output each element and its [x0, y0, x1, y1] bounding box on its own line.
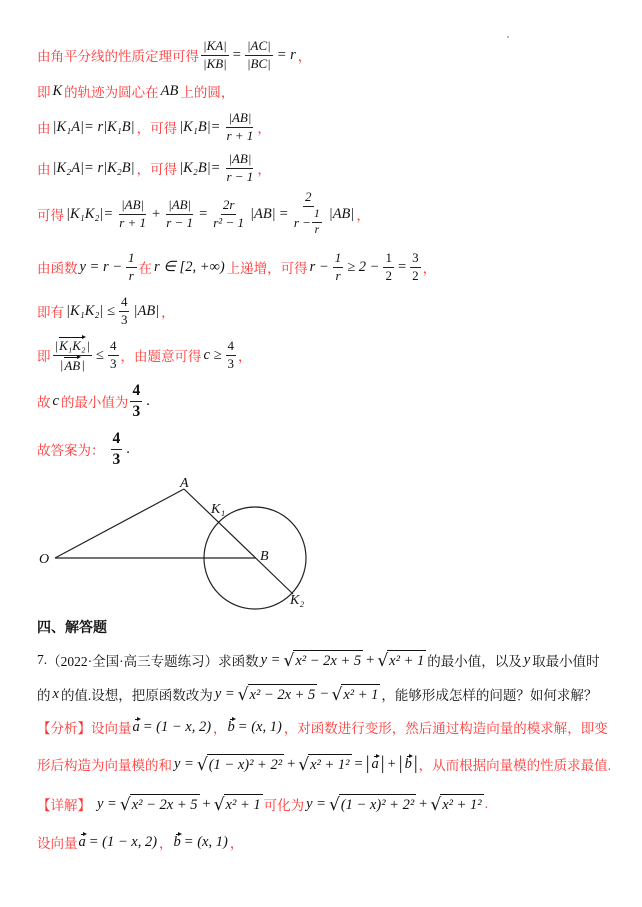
denominator: r + 1 — [119, 214, 147, 230]
square-root — [238, 683, 318, 705]
text: 即 — [37, 349, 51, 364]
vector-ab: AB — [64, 357, 81, 373]
fraction — [211, 198, 246, 231]
math: ≥ 2 − — [347, 258, 380, 275]
radicand: x² + 1 — [224, 794, 263, 815]
square-root — [332, 683, 381, 705]
radicand: x² + 1 — [341, 684, 380, 705]
section-title: 四、解答题 — [37, 620, 107, 636]
solution-line-9 — [37, 379, 152, 423]
vector-a: a — [371, 755, 379, 772]
denominator — [58, 356, 87, 374]
square-root — [377, 649, 426, 671]
vector-a: a — [78, 833, 86, 850]
math: y = — [97, 795, 117, 812]
text: ，可得 — [136, 162, 178, 177]
denominator: r − 1 — [166, 214, 194, 230]
text: ，对函数进行变形，然后通过构造向量的模求解，即变 — [283, 721, 608, 736]
numerator: |AB| — [226, 111, 253, 128]
label-b: B — [260, 549, 269, 564]
math: |AB| — [328, 205, 355, 222]
math: |K₁K₂|= — [66, 205, 114, 222]
numerator: |KA| — [201, 39, 229, 56]
square-root — [120, 793, 200, 815]
fraction — [111, 430, 123, 469]
vector-b: b — [173, 833, 181, 850]
denominator: r — [314, 224, 320, 237]
bar: | — [365, 753, 370, 774]
radical-sign-icon: √ — [237, 685, 249, 705]
square-root — [298, 753, 351, 775]
text: 的最小值为 — [60, 395, 129, 410]
math: K — [52, 82, 63, 99]
text: ，由题意可得 — [120, 349, 202, 364]
math: AB — [160, 82, 179, 99]
numerator: 4 — [119, 295, 130, 312]
denominator: 3 — [112, 450, 121, 468]
nested-fraction — [292, 190, 325, 237]
math: y = — [174, 755, 194, 772]
denominator: r² − 1 — [213, 214, 244, 230]
radicand: (1 − x)² + 2² — [339, 794, 416, 815]
solution-line-6 — [37, 245, 436, 289]
math: |K₁A|= r|K₁B| — [52, 118, 135, 135]
vector-ratio-fraction — [53, 337, 93, 374]
detail-tag: 【详解】 — [37, 798, 91, 813]
numerator: 2 — [303, 190, 314, 207]
math: r − — [309, 258, 329, 275]
punctuation: ， — [213, 721, 227, 736]
label-k1: K₁ — [211, 502, 226, 517]
radical-sign-icon: √ — [119, 795, 131, 815]
solution-line-7 — [37, 289, 175, 333]
fraction — [108, 339, 119, 372]
inner-fraction — [312, 208, 322, 237]
numerator: |AB| — [226, 152, 253, 169]
square-root — [329, 793, 416, 815]
square-root — [197, 753, 284, 775]
denominator: 3 — [120, 311, 128, 327]
denominator: r — [128, 267, 134, 283]
square-root — [283, 649, 363, 671]
label-o: O — [39, 552, 50, 567]
math: |AB| — [133, 302, 160, 319]
punctuation: ， — [257, 121, 271, 136]
radical-sign-icon: √ — [283, 651, 295, 671]
math: = (x, 1) — [237, 718, 282, 735]
numerator: 1 — [126, 251, 137, 268]
operator: + — [366, 651, 375, 668]
numerator: 4 — [130, 382, 142, 402]
fraction — [201, 39, 229, 72]
text: 的最小值，以及 — [427, 654, 522, 669]
problem-source: （2022·全国·高三专题练习） — [47, 654, 219, 669]
numerator: 4 — [108, 339, 119, 356]
geometry-diagram — [30, 470, 320, 620]
math: y = — [260, 651, 281, 668]
math: = (1 − x, 2) — [88, 833, 158, 850]
punctuation: . — [484, 796, 488, 811]
detail-line-2 — [37, 820, 243, 864]
radicand: (1 − x)² + 2² — [207, 754, 284, 775]
vector-b: b — [404, 755, 412, 772]
punctuation: . — [146, 392, 150, 409]
denominator: 2 — [385, 267, 392, 283]
segment-oa — [55, 489, 184, 558]
text: ，能够形成怎样的问题？如何求解？ — [381, 688, 598, 703]
numerator — [53, 337, 93, 356]
fraction — [119, 295, 130, 328]
operator: ≤ — [96, 346, 105, 363]
operator: + — [202, 795, 211, 812]
operator: + — [287, 755, 296, 772]
text: 故 — [37, 395, 51, 410]
operator: = — [232, 46, 241, 63]
radical-sign-icon: √ — [213, 795, 225, 815]
bar: | — [54, 337, 59, 353]
operator: = — [354, 755, 363, 772]
fraction — [117, 198, 148, 231]
fraction — [333, 251, 344, 284]
text: 可化为 — [263, 798, 305, 813]
text: 的值.设想，把原函数改为 — [60, 688, 213, 703]
operator: + — [387, 755, 396, 772]
text: 上的圆， — [180, 85, 235, 100]
solution-line-3 — [37, 105, 271, 149]
numerator: 1 — [333, 251, 344, 268]
bar: | — [380, 753, 385, 774]
stray-mark — [507, 36, 509, 38]
radicand: x² + 1 — [387, 650, 426, 671]
math: = (1 − x, 2) — [142, 718, 212, 735]
fraction — [226, 339, 237, 372]
denominator: |BC| — [246, 55, 271, 71]
solution-line-8 — [37, 333, 252, 377]
vector-b: b — [227, 718, 235, 735]
text: 在 — [138, 261, 153, 276]
radicand: x² + 1² — [440, 794, 483, 815]
numerator: |AC| — [245, 39, 273, 56]
solution-line-5 — [37, 188, 370, 240]
numerator: 4 — [111, 430, 123, 450]
numerator: 1 — [383, 251, 394, 268]
bar: | — [86, 337, 91, 353]
text: 由函数 — [37, 261, 78, 276]
denominator — [292, 207, 325, 237]
numerator: 2r — [221, 198, 237, 215]
square-root — [214, 793, 263, 815]
analysis-line-2 — [37, 742, 611, 786]
bar: | — [59, 356, 64, 372]
text: 设向量 — [37, 836, 78, 851]
punctuation: ， — [161, 305, 175, 320]
punctuation: . — [126, 440, 130, 457]
operator: + — [152, 205, 161, 222]
radicand: x² − 2x + 5 — [130, 794, 200, 815]
radical-sign-icon: √ — [377, 651, 389, 671]
denominator: 2 — [412, 267, 419, 283]
punctuation: ， — [356, 208, 370, 223]
text: 可得 — [37, 208, 64, 223]
text: 由 — [37, 162, 51, 177]
numerator: |AB| — [119, 198, 146, 215]
text: ，从而根据向量模的性质求最值. — [418, 758, 612, 773]
text: 求函数 — [218, 654, 259, 669]
operator: − — [320, 685, 329, 702]
denominator: |KB| — [203, 55, 227, 71]
math: y = r − — [79, 258, 123, 275]
radicand: x² + 1² — [308, 754, 351, 775]
math: y = — [306, 795, 326, 812]
fraction — [224, 111, 255, 144]
radical-sign-icon: √ — [196, 755, 208, 775]
radical-sign-icon: √ — [331, 685, 343, 705]
punctuation: ， — [297, 49, 312, 64]
text: ，可得 — [136, 121, 178, 136]
segment-a-k2 — [184, 489, 293, 594]
bar: | — [81, 356, 85, 372]
math: c ≥ — [203, 346, 222, 363]
analysis-tag: 【分析】 — [37, 721, 91, 736]
radical-sign-icon: √ — [430, 795, 442, 815]
text: 形后构造为向量模的和 — [37, 758, 172, 773]
operator: + — [419, 795, 428, 812]
text: 由角平分线的性质定理可得 — [37, 49, 199, 64]
math: r ∈ [2, +∞) — [154, 258, 225, 275]
math: |K₂A|= r|K₂B| — [52, 159, 135, 176]
punctuation: ， — [257, 162, 271, 177]
denominator-lead: r − — [293, 214, 311, 230]
text: 上递增，可得 — [226, 261, 308, 276]
problem-number: 7. — [37, 652, 48, 667]
numerator: 4 — [226, 339, 237, 356]
fraction — [383, 251, 394, 284]
fraction — [224, 152, 255, 185]
solution-line-10 — [37, 427, 132, 471]
operator: = — [279, 205, 288, 222]
denominator: r — [335, 267, 341, 283]
solution-line-4 — [37, 146, 271, 190]
fraction — [126, 251, 137, 284]
math: |K₂B|= — [179, 159, 221, 176]
text: 即有 — [37, 305, 64, 320]
numerator: |AB| — [166, 198, 193, 215]
bar: | — [413, 753, 418, 774]
square-root — [430, 793, 483, 815]
fraction — [245, 39, 273, 72]
operator: = — [397, 258, 407, 275]
radicand: x² − 2x + 5 — [248, 684, 318, 705]
denominator: 3 — [227, 355, 235, 371]
vector-a: a — [132, 718, 140, 735]
text: 即 — [37, 85, 51, 100]
radicand: x² − 2x + 5 — [293, 650, 363, 671]
punctuation: ， — [422, 261, 437, 276]
punctuation: ， — [229, 836, 244, 851]
bar: | — [398, 753, 403, 774]
text: 的 — [37, 688, 51, 703]
text: 取最小值时 — [532, 654, 600, 669]
denominator: 3 — [132, 402, 141, 420]
text: 由 — [37, 121, 51, 136]
text: 的轨迹为圆心在 — [64, 85, 159, 100]
punctuation: ， — [238, 349, 252, 364]
denominator: r − 1 — [226, 168, 254, 184]
punctuation: ， — [159, 836, 173, 851]
radical-sign-icon: √ — [298, 755, 310, 775]
math: |K₁K₂| ≤ — [66, 302, 115, 319]
numerator: 1 — [312, 208, 322, 223]
text: 故答案为： — [37, 443, 105, 458]
radical-sign-icon: √ — [328, 795, 340, 815]
math: c — [52, 392, 59, 409]
fraction — [410, 251, 421, 284]
math: = (x, 1) — [183, 833, 228, 850]
fraction — [164, 198, 195, 231]
vector-k1k2: K₁K₂ — [59, 337, 86, 353]
fraction — [130, 382, 142, 421]
text: 设向量 — [91, 721, 132, 736]
label-k2: K₂ — [290, 593, 305, 608]
denominator: r + 1 — [226, 127, 254, 143]
denominator: 3 — [110, 355, 117, 371]
numerator: 3 — [410, 251, 421, 268]
math: = r — [276, 46, 296, 63]
label-a: A — [180, 476, 189, 491]
math: |AB| — [249, 205, 276, 222]
math: y = — [214, 685, 235, 702]
math: |K₁B|= — [179, 118, 221, 135]
math: y — [523, 651, 531, 668]
operator: = — [199, 205, 208, 222]
math: x — [52, 685, 59, 702]
